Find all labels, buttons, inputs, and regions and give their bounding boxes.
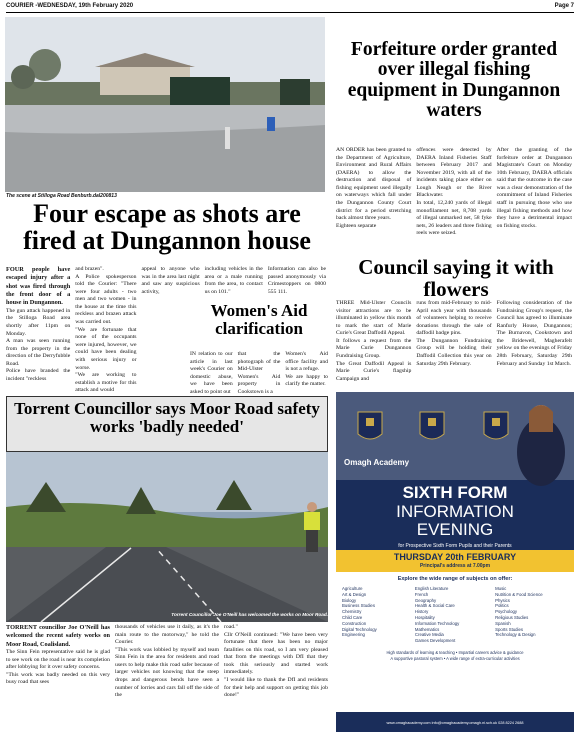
story2-para: After the granting of the forfeiture order at Dungannon Magistrate's Court on Monday 10th February, DAERA officials said that the outcome in the case was a clear demonstration of the commitment of Inland Fisheries staff in pursuing those who use illegal fishing methods and how they have a detrimental impact on fishing stocks. — [496, 147, 572, 229]
story1-para: A man was seen running from the property in the direction of the Derryfubble Road. — [6, 338, 71, 367]
advert-subject: Music — [495, 586, 507, 591]
story1-para: "We are fortunate that none of the occupants were injured, however, we could have been dealing with serious injury or worse. — [75, 326, 137, 371]
advert-subject: Digital Technology — [342, 626, 377, 632]
story5-body — [6, 624, 328, 724]
advert-subjects-col2 — [415, 586, 495, 644]
story4-para: We are happy to clarify the matter. — [285, 373, 329, 388]
story2-para: AN ORDER has been granted to the Department of Agriculture, Environment and Rural Affairs (DAERA) to allow the destruction and disposal of fishing equipment used illegally on waterways which fall under the Dungannon County Court district for a period stretching back almost three years. — [336, 147, 412, 222]
advert-subject: Geography — [414, 597, 437, 603]
story1-para: including vehicles in the area or a male running from the area, to contact us on 101." — [204, 266, 263, 295]
story1-para: Police have branded the incident "reckless — [6, 368, 71, 382]
advert-subject: History — [414, 609, 429, 615]
story4-body — [190, 351, 329, 395]
advert-subjects-panel — [336, 572, 574, 712]
advert-for: for Prospective Sixth Form Pupils and their Parents — [398, 543, 512, 550]
story1-headline: Four escape as shots are fired at Dungannon house — [23, 199, 311, 256]
advert-subject: Mathematics — [414, 626, 440, 632]
story5-headline: Torrent Councillor says Moor Road safety works 'badly needed' — [14, 399, 320, 436]
story3-para: The Dungannon Fundraising Group will be holding their Daffodil Collection this year on Saturday 29th February. — [416, 337, 492, 367]
advert-subject: Religious Studies — [495, 614, 529, 620]
advert-subjects-col1 — [342, 586, 415, 644]
advert-subject: Spanish — [495, 620, 511, 626]
story5-para: "This work was badly needed on this very busy road that sees — [6, 671, 110, 686]
advert-explore: Explore the wide range of subjects on offer: — [397, 576, 513, 582]
advert-prospectus: Prospectus and Application Form are available on the school website or from the school office — [351, 699, 559, 713]
advert-subject: Biology — [342, 597, 357, 603]
advert-subject: Business Studies — [342, 603, 375, 609]
moor-road-photo — [6, 452, 328, 622]
page-header — [6, 3, 574, 13]
advert-bullet2: A supportive pastoral system • A wide range of extra-curricular activities — [390, 655, 520, 661]
story1-lead: FOUR people have escaped injury after a shot was fired through the front door of a house in Dungannon. — [6, 266, 71, 307]
story3-para: It follows a request from the Marie Curie Dungannon Fundraising Group. — [336, 337, 412, 360]
advert-subject: French — [414, 591, 429, 597]
advert-subject: Nutrition & Food Science — [495, 591, 543, 597]
advert-subject: Art & Design — [342, 591, 367, 597]
story5-para: The Sinn Fein representative said he is glad to see work on the road is near its completion after lobbying for it over safety concerns. — [6, 649, 110, 671]
advert-subjects-col3 — [495, 586, 568, 644]
advert-time: Principal's address at 7.00pm — [419, 562, 491, 569]
advert-subject: Politics — [495, 603, 509, 609]
advert-title-line3: EVENING — [416, 520, 494, 540]
story5-para: Cllr O'Neill continued: "We have been very fortunate that there has been no major fatalities on this road, so I am very pleased that from the meetings with DfI that they took this seriously and started work immediately. — [224, 631, 328, 676]
story5-headline-box — [6, 396, 328, 452]
advert-date-band — [336, 550, 574, 572]
advert-subject: Health & Social Care — [414, 603, 455, 609]
page-number: Page 7 — [554, 3, 574, 9]
story5-para: road." — [224, 624, 238, 630]
advert-bullet1: High standards of learning & teaching • Impartial careers advice & guidance — [386, 649, 524, 655]
story5-para: "This work was lobbied by myself and team Sinn Fein in the area for residents and road users to help make this road safer because of larger vehicles not knowing that the steep drops and dangerous bends have seen a number of lorries and cars fall off the side of the — [115, 646, 219, 699]
story2-body — [336, 147, 572, 249]
advert-title-line2: INFORMATION — [396, 501, 514, 521]
story2-para: Eighteen separate — [336, 222, 377, 229]
story5-para: thousands of vehicles use it daily, as it's the main route to the motorway," he told the Courier. — [115, 624, 219, 646]
advert-subject: Chemistry — [342, 609, 362, 615]
advert-title-line1: SIXTH FORM — [402, 483, 508, 502]
story4-headline: Women's Aid clarification — [190, 300, 328, 340]
advert-footer: www.omaghacademy.com info@omaghacademy.omagh.ni.sch.uk 028 8224 2688 — [386, 721, 524, 725]
story1-para: A Police spokesperson told the Courier: "There were four adults - two men and two women - in the house at the time this reckless and brazen attack was carried out. — [75, 273, 137, 326]
story3-para: THREE Mid-Ulster Councils visitor attractions are to be illuminated in yellow this month to mark the start of Marie Curie's Great Daffodil Appeal. — [336, 300, 412, 337]
story3-headline: Council saying it with flowers — [358, 255, 554, 302]
omagh-academy-advert — [336, 392, 574, 732]
advert-subject: Construction — [342, 620, 367, 626]
shooting-photo-caption: The scene at Stilloga Road Benburb.dal200813 — [6, 193, 117, 199]
advert-subject: English Literature — [414, 586, 449, 591]
advert-subject: Physics — [495, 597, 510, 603]
story3-para: The Great Daffodil Appeal is Marie Curie's flagship Campaign and — [336, 360, 412, 382]
story2-para: offences were detected by DAERA Inland Fisheries Staff between February 2017 and November 2019, with all of the incidents taking place either on Lough Neagh or the River Blackwater. — [416, 147, 492, 199]
story3-para: runs from mid-February to mid-April each year with thousands of volunteers helping to receive donations through the sale of daffodil badge pins. — [416, 300, 492, 337]
advert-subject: Agriculture — [342, 586, 363, 591]
advert-subject: Sports Studies — [495, 626, 524, 632]
advert-subject: Psychology — [495, 609, 518, 615]
story1-para: "We are working to establish a motive for this attack and would — [75, 372, 137, 394]
story5-lead: TORRENT councillor Joe O'Neill has welcomed the recent safety works on Moor Road, Coalisland. — [6, 624, 110, 648]
story2-para: In total, 12,240 yards of illegal monofilament net, 8,708 yards of illegal unmarked net, 58 fyke nets, 26 leaders and three fishing reels were seized. — [416, 200, 492, 237]
story4-para: Women's Aid office facility and is not a refuge. — [285, 351, 329, 373]
advert-subject: Hospitality — [414, 614, 435, 620]
moor-road-photo-caption: Torrent Councillor Joe O'Neill has welcomed the works on Moor Road. — [171, 612, 328, 617]
advert-photo — [336, 392, 574, 480]
story2-headline: Forfeiture order granted over illegal fishing equipment in Dungannon waters — [347, 39, 561, 122]
story1-para: The gun attack happened in the Stilloga Road area shortly after 11pm on Monday. — [6, 307, 71, 337]
advert-subject: Child Care — [342, 614, 363, 620]
advert-school-name: Omagh Academy — [344, 458, 410, 467]
story1-para: appeal to anyone who was in the area last night and saw any suspicious activity, — [141, 266, 200, 295]
story4-para: IN relation to our article in last week's Courier on domestic abuse, we have been asked to point out — [190, 351, 233, 395]
story3-body — [336, 300, 572, 388]
story3-para: Following consideration of the Fundraising Group's request, the Council has agreed to illuminate Ranfurly House, Dungannon; The Burnavon, Cookstown and the Bridewell, Magherafelt yellow on the evenings of Friday 28th February, Saturday 29th February and Sunday 1st March. — [496, 300, 572, 367]
advert-subject: Technology & Design — [495, 632, 536, 638]
story5-para: "I would like to thank the DfI and residents for their help and support on getting this job done!" — [224, 677, 328, 699]
story1-para: Information can also be passed anonymously via Crimestoppers on 0800 555 111. — [267, 266, 326, 295]
shooting-scene-photo — [5, 17, 325, 192]
advert-date: THURSDAY 20th FEBRUARY — [393, 552, 517, 562]
advert-subject: Games Development — [414, 638, 456, 644]
advert-subject: Creative Media — [414, 632, 444, 638]
story1-para: and brazen". — [75, 266, 104, 272]
page-header-date: COURIER -WEDNESDAY, 19th February 2020 — [6, 3, 134, 9]
story4-para: that the photograph of the Mid-Ulster Women's Aid property in Cookstown is a — [237, 351, 281, 395]
advert-subject: Information Technology — [414, 620, 460, 626]
advert-subject: Engineering — [342, 632, 365, 638]
